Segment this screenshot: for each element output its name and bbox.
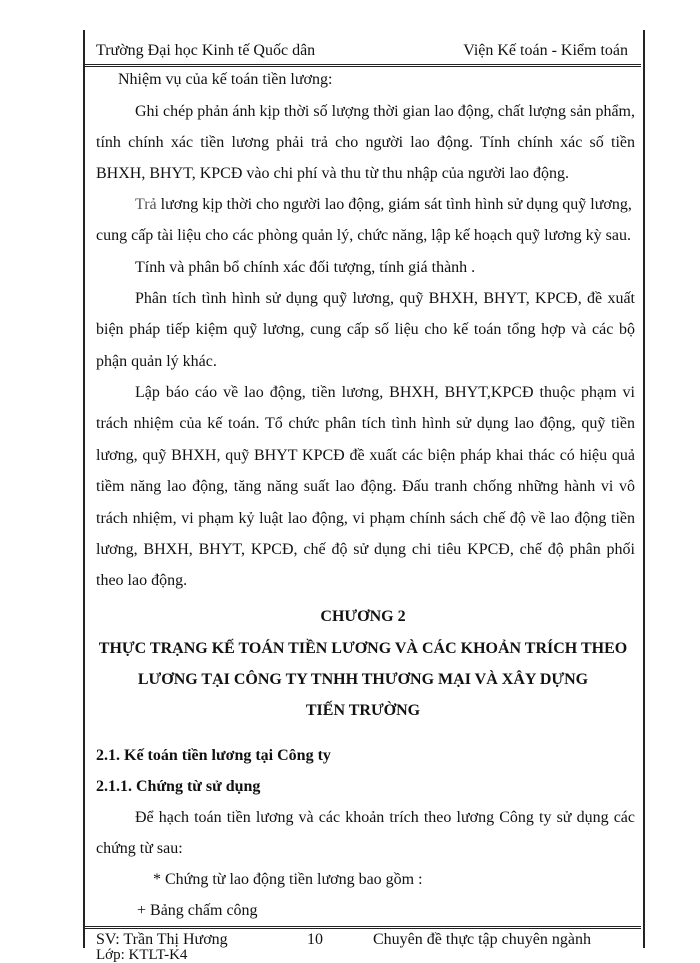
footer-rule xyxy=(85,926,641,929)
para4-line1: Phân tích tình hình sử dụng quỹ lương, quỹ BHXH, BHYT, KPCĐ, đề xuất xyxy=(135,290,635,307)
para5-line6: lương, BHXH, BHYT, KPCĐ, chế độ sử dụng chi tiêu KPCĐ, chế độ phân phối xyxy=(96,541,635,558)
section-para-line2: chứng từ sau: xyxy=(96,840,183,857)
chapter-title-line1: THỰC TRẠNG KẾ TOÁN TIỀN LƯƠNG VÀ CÁC KHOẢN TRÍCH THEO xyxy=(98,640,628,657)
para4-line3: phận quản lý khác. xyxy=(96,353,217,370)
para5-line3: lương, quỹ BHXH, quỹ BHYT KPCĐ đề xuất các biện pháp khai thác có hiệu quả xyxy=(96,447,635,464)
footer-page-number: 10 xyxy=(307,931,323,948)
chapter-title-line3: TIẾN TRƯỜNG xyxy=(305,702,421,719)
para5-line5: trách nhiệm, vi phạm kỷ luật lao động, vi phạm chính sách chế độ về lao động tiền xyxy=(96,510,635,527)
documents-list-item: + Bảng chấm công xyxy=(137,902,258,919)
header-rule xyxy=(85,64,641,67)
chapter-number: CHƯƠNG 2 xyxy=(320,608,406,625)
page-header xyxy=(96,42,628,60)
header-school: Trường Đại học Kinh tế Quốc dân xyxy=(96,42,316,59)
para2-first-word: Trả xyxy=(135,196,157,213)
footer-report-title: Chuyên đề thực tập chuyên ngành xyxy=(373,931,591,948)
para2-line1 xyxy=(135,195,635,215)
section-para-line1: Để hạch toán tiền lương và các khoản trích theo lương Công ty sử dụng các xyxy=(135,809,635,826)
para5-line2: trách nhiệm của kế toán. Tổ chức phân tích tình hình sử dụng lao động, quỹ tiền xyxy=(96,415,635,432)
para1-line1: Ghi chép phản ánh kịp thời số lượng thời gian lao động, chất lượng sản phẩm, xyxy=(135,103,635,120)
chapter-title-line2: LƯƠNG TẠI CÔNG TY TNHH THƯƠNG MẠI VÀ XÂY DỰNG xyxy=(137,671,589,688)
para1-line2: tính chính xác tiền lương phải trả cho người lao động. Tính chính xác số tiền xyxy=(96,134,635,151)
section-heading-2-1-1: 2.1.1. Chứng từ sử dụng xyxy=(96,778,261,795)
para2-line1-rest: lương kịp thời cho người lao động, giám sát tình hình sử dụng quỹ lương, xyxy=(156,196,632,213)
duties-heading: Nhiệm vụ của kế toán tiền lương: xyxy=(118,71,333,88)
para4-line2: biện pháp tiếp kiệm quỹ lương, cung cấp số liệu cho kế toán tổng hợp và các bộ xyxy=(96,321,635,338)
section-heading-2-1: 2.1. Kế toán tiền lương tại Công ty xyxy=(96,747,331,764)
para1-line3: BHXH, BHYT, KPCĐ vào chi phí và thu từ thu nhập của người lao động. xyxy=(96,165,570,182)
para5-line7: theo lao động. xyxy=(96,572,188,589)
para2-line2: cung cấp tài liệu cho các phòng quản lý, chức năng, lập kế hoạch quỹ lương kỳ sau. xyxy=(96,227,631,244)
para5-line1: Lập báo cáo về lao động, tiền lương, BHXH, BHYT,KPCĐ thuộc phạm vi xyxy=(135,384,635,401)
documents-list-heading: * Chứng từ lao động tiền lương bao gồm : xyxy=(153,871,423,888)
header-institute: Viện Kế toán - Kiểm toán xyxy=(463,42,628,59)
footer-student: SV: Trần Thị Hương xyxy=(96,931,228,948)
para5-line4: tiềm năng lao động, tăng năng suất lao động. Đấu tranh chống những hành vi vô xyxy=(96,478,635,495)
footer-class: Lớp: KTLT-K4 xyxy=(96,947,188,963)
para3: Tính và phân bổ chính xác đối tượng, tính giá thành . xyxy=(135,259,476,276)
